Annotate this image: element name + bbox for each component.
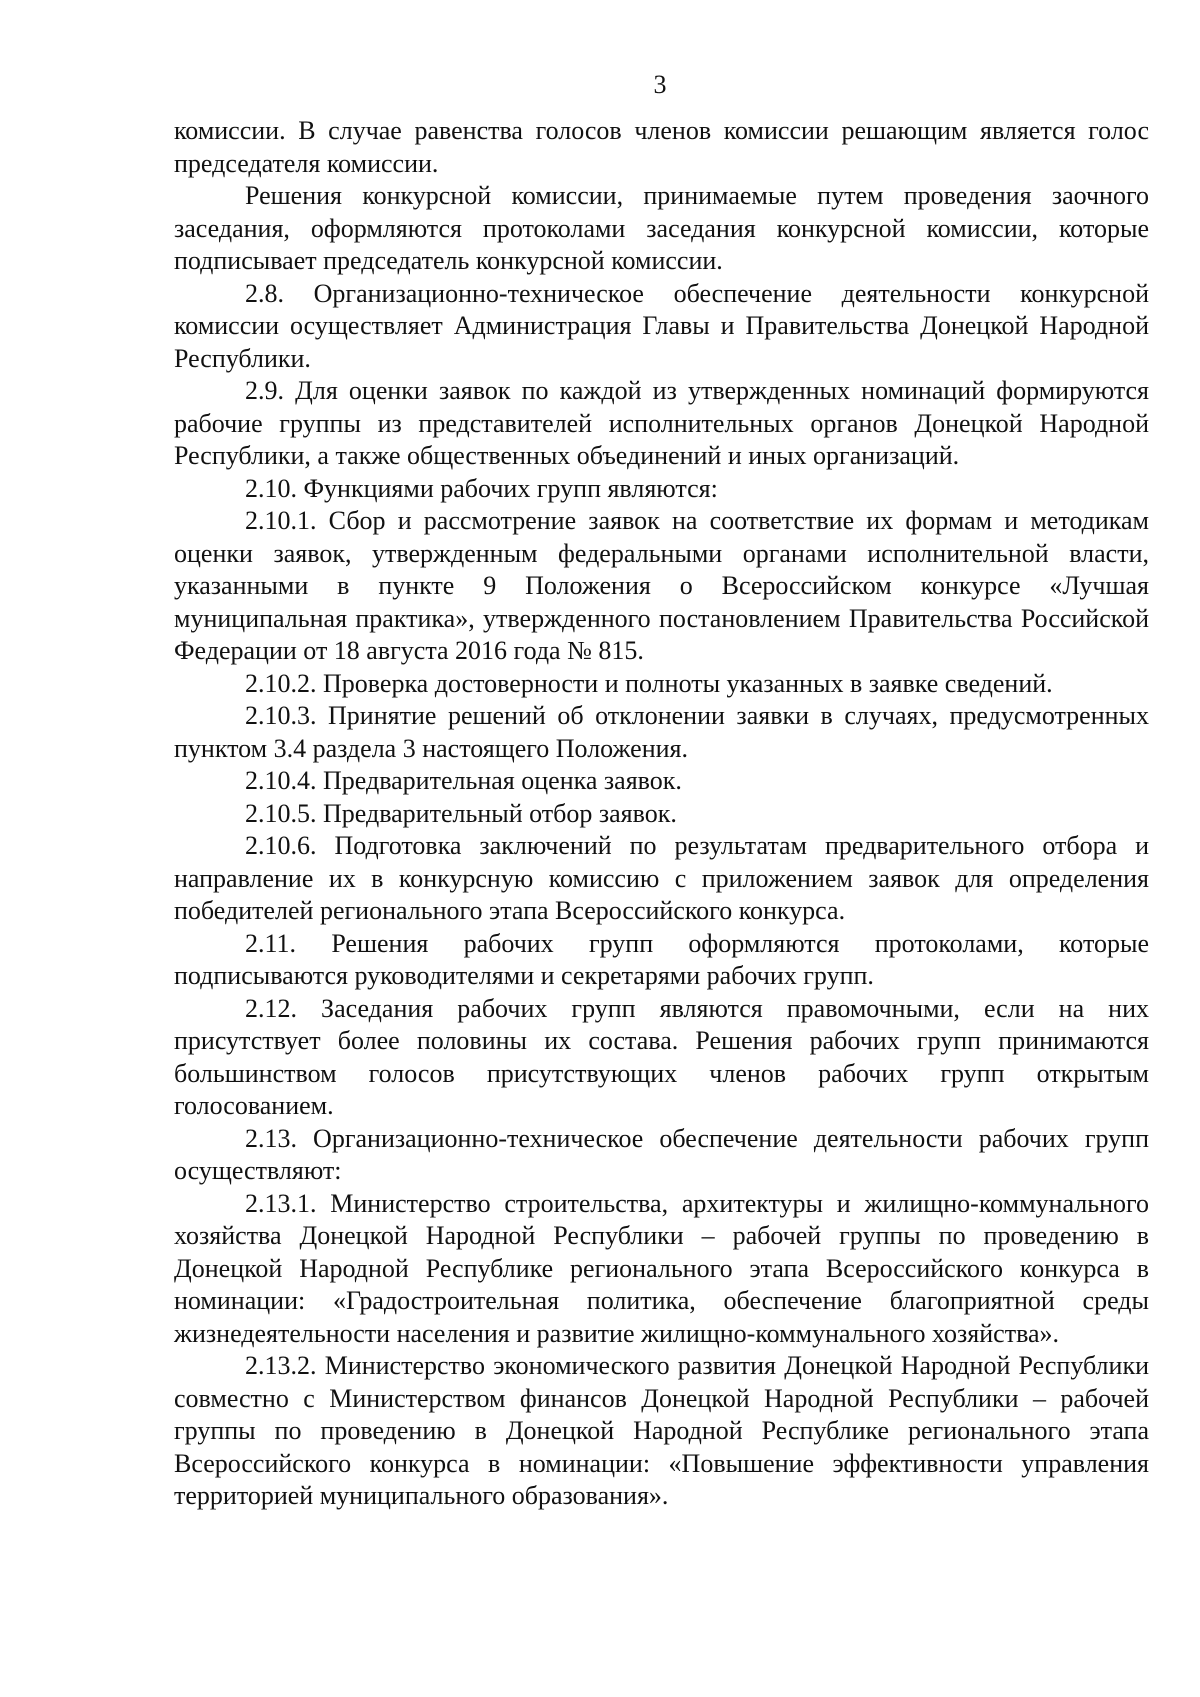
paragraph-2-10-5: 2.10.5. Предварительный отбор заявок. [245, 798, 677, 828]
paragraph-2-10-4: 2.10.4. Предварительная оценка заявок. [245, 766, 682, 795]
paragraph-correspondence-decisions: Решения конкурсной комиссии, принимаемые путем проведения заочного заседания, оформляются протоколами заседания конкурсной комиссии, которые подписывает председатель конкурсной комиссии. [174, 181, 1149, 275]
paragraph-2-11: 2.11. Решения рабочих групп оформляются протоколами, которые подписываются руководителями и секретарями рабочих групп. [174, 928, 1149, 990]
paragraph-2-10-3: 2.10.3. Принятие решений об отклонении заявки в случаях, предусмотренных пунктом 3.4 раздела 3 настоящего Положения. [174, 701, 1149, 763]
paragraph-2-13-1: 2.13.1. Министерство строительства, архитектуры и жилищно-коммунального хозяйства Донецкой Народной Республики – рабочей группы по проведению в Донецкой Народной Республике регионального этапа Всероссийского конкурса в номинации: «Градостроительная политика, обеспечение благоприятной среды жизнедеятельности населения и развитие жилищно-коммунального хозяйства». [174, 1188, 1149, 1348]
paragraph-2-9: 2.9. Для оценки заявок по каждой из утвержденных номинаций формируются рабочие группы из представителей исполнительных органов Донецкой Народной Республики, а также общественных объединений и иных организаций. [174, 376, 1149, 470]
paragraph-2-10: 2.10. Функциями рабочих групп являются: [245, 473, 718, 503]
paragraph-2-10-6: 2.10.6. Подготовка заключений по результатам предварительного отбора и направление их в конкурсную комиссию с приложением заявок для определения победителей регионального этапа Всероссийского конкурса. [174, 831, 1149, 925]
paragraph-2-13-2: 2.13.2. Министерство экономического развития Донецкой Народной Республики совместно с Министерством финансов Донецкой Народной Республики – рабочей группы по проведению в Донецкой Народной Республике регионального этапа Всероссийского конкурса в номинации: «Повышение эффективности управления территорией муниципального образования». [174, 1351, 1149, 1510]
paragraph-2-12: 2.12. Заседания рабочих групп являются правомочными, если на них присутствует более половины их состава. Решения рабочих групп принимаются большинством голосов присутствующих членов рабочих групп открытым голосованием. [174, 993, 1149, 1120]
paragraph-2-10-2: 2.10.2. Проверка достоверности и полноты указанных в заявке сведений. [245, 668, 1053, 698]
paragraph-2-8: 2.8. Организационно-техническое обеспечение деятельности конкурсной комиссии осуществляет Администрация Главы и Правительства Донецкой Народной Республики. [174, 278, 1149, 373]
page-number: 3 [653, 70, 667, 99]
document-body [174, 115, 1149, 1513]
paragraph-continuation: комиссии. В случае равенства голосов членов комиссии решающим является голос председателя комиссии. [174, 116, 1149, 178]
paragraph-2-13: 2.13. Организационно-техническое обеспечение деятельности рабочих групп осуществляют: [174, 1123, 1149, 1185]
paragraph-2-10-1: 2.10.1. Сбор и рассмотрение заявок на соответствие их формам и методикам оценки заявок, утвержденным федеральными органами исполнительной власти, указанными в пункте 9 Положения о Всероссийском конкурсе «Лучшая муниципальная практика», утвержденного постановлением Правительства Российской Федерации от 18 августа 2016 года № 815. [174, 506, 1149, 665]
